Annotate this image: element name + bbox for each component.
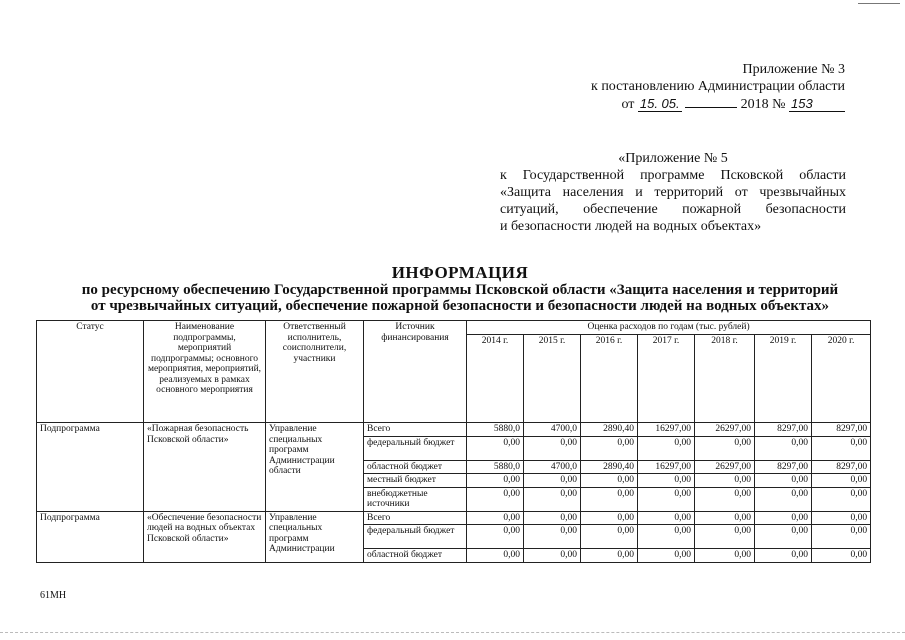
row-executor: Управление специальных программ Администрации области (266, 423, 364, 512)
annex-main-block (500, 150, 846, 235)
value-cell: 16297,00 (638, 423, 695, 437)
value-cell: 0,00 (638, 511, 695, 525)
value-cell: 0,00 (581, 487, 638, 511)
value-cell: 8297,00 (812, 460, 871, 474)
value-cell: 0,00 (467, 549, 524, 563)
value-cell: 0,00 (638, 474, 695, 488)
value-cell: 8297,00 (755, 423, 812, 437)
value-cell: 0,00 (638, 525, 695, 549)
value-cell: 5880,0 (467, 423, 524, 437)
value-cell: 0,00 (467, 436, 524, 460)
value-cell: 2890,40 (581, 460, 638, 474)
header-year: 2016 г. (581, 335, 638, 423)
value-cell: 0,00 (695, 549, 755, 563)
value-cell: 0,00 (467, 474, 524, 488)
value-cell: 2890,40 (581, 423, 638, 437)
value-cell: 0,00 (695, 436, 755, 460)
value-cell: 16297,00 (638, 460, 695, 474)
value-cell: 0,00 (524, 525, 581, 549)
row-source: внебюджетные источники (364, 487, 467, 511)
row-status: Подпрограмма (37, 423, 144, 512)
handwritten-number: 153 (789, 97, 845, 112)
value-cell: 0,00 (638, 487, 695, 511)
value-cell: 0,00 (524, 474, 581, 488)
row-source: Всего (364, 423, 467, 437)
value-cell: 0,00 (467, 511, 524, 525)
value-cell: 0,00 (581, 474, 638, 488)
value-cell: 0,00 (755, 436, 812, 460)
value-cell: 0,00 (755, 549, 812, 563)
annex-main-line: ситуаций, обеспечение пожарной безопасности (500, 202, 846, 217)
value-cell: 0,00 (695, 511, 755, 525)
value-cell: 0,00 (755, 487, 812, 511)
value-cell: 0,00 (638, 436, 695, 460)
value-cell: 0,00 (581, 436, 638, 460)
value-cell: 8297,00 (755, 460, 812, 474)
value-cell: 26297,00 (695, 460, 755, 474)
value-cell: 0,00 (467, 525, 524, 549)
row-executor: Управление специальных программ Администрации (266, 511, 364, 562)
value-cell: 0,00 (524, 436, 581, 460)
value-cell: 8297,00 (812, 423, 871, 437)
header-year: 2014 г. (467, 335, 524, 423)
year-label: 2018 № (740, 97, 786, 112)
value-cell: 0,00 (755, 474, 812, 488)
value-cell: 4700,0 (524, 460, 581, 474)
header-year: 2018 г. (695, 335, 755, 423)
value-cell: 0,00 (524, 511, 581, 525)
row-source: федеральный бюджет (364, 436, 467, 460)
heading-line: по ресурсному обеспечению Государственной программы Псковской области «Защита населения и территорий (81, 282, 839, 298)
value-cell: 0,00 (695, 487, 755, 511)
value-cell: 0,00 (524, 549, 581, 563)
value-cell: 0,00 (638, 549, 695, 563)
heading-line: от чрезвычайных ситуаций, обеспечение пожарной безопасности и безопасности людей на водных объектах» (90, 298, 830, 314)
value-cell: 0,00 (755, 511, 812, 525)
header-estimate: Оценка расходов по годам (тыс. рублей) (467, 321, 871, 335)
value-cell: 0,00 (812, 511, 871, 525)
row-name: «Пожарная безопасность Псковской области» (144, 423, 266, 512)
from-label: от (621, 97, 635, 112)
value-cell: 0,00 (581, 525, 638, 549)
scan-top-line (858, 3, 900, 4)
header-status: Статус (37, 321, 144, 423)
row-status: Подпрограмма (37, 511, 144, 562)
date-underline (685, 95, 737, 108)
value-cell: 0,00 (581, 549, 638, 563)
header-executor: Ответственный исполнитель, соисполнители, участники (266, 321, 364, 423)
annex-reference-title: Приложение № 3 (742, 62, 845, 77)
annex-reference-line: к постановлению Администрации области (591, 78, 845, 94)
annex-main-title: «Приложение № 5 (618, 151, 728, 166)
header-year: 2017 г. (638, 335, 695, 423)
resource-table (36, 320, 871, 563)
value-cell: 0,00 (581, 511, 638, 525)
value-cell: 0,00 (695, 525, 755, 549)
annex-reference-date-line (560, 95, 845, 114)
value-cell: 26297,00 (695, 423, 755, 437)
header-year: 2019 г. (755, 335, 812, 423)
row-source: областной бюджет (364, 549, 467, 563)
value-cell: 0,00 (812, 474, 871, 488)
row-name: «Обеспечение безопасности людей на водных объектах Псковской области» (144, 511, 266, 562)
header-year: 2015 г. (524, 335, 581, 423)
annex-main-line: и безопасности людей на водных объектах» (500, 219, 762, 234)
document-heading (60, 264, 860, 314)
scan-bottom-line (0, 632, 905, 633)
footer-code: 61МН (40, 590, 67, 601)
value-cell: 0,00 (755, 525, 812, 549)
value-cell: 0,00 (467, 487, 524, 511)
table-row (37, 511, 871, 525)
value-cell: 0,00 (812, 525, 871, 549)
value-cell: 0,00 (695, 474, 755, 488)
value-cell: 5880,0 (467, 460, 524, 474)
handwritten-date: 15. 05. (639, 96, 680, 111)
table-row (37, 423, 871, 437)
row-source: Всего (364, 511, 467, 525)
value-cell: 4700,0 (524, 423, 581, 437)
value-cell: 0,00 (812, 436, 871, 460)
heading-title: ИНФОРМАЦИЯ (391, 263, 529, 282)
value-cell: 0,00 (812, 549, 871, 563)
row-source: областной бюджет (364, 460, 467, 474)
annex-main-line: «Защита населения и территорий от чрезвычайных (500, 185, 846, 200)
value-cell: 0,00 (524, 487, 581, 511)
row-source: местный бюджет (364, 474, 467, 488)
value-cell: 0,00 (812, 487, 871, 511)
header-year: 2020 г. (812, 335, 871, 423)
header-source: Источник финансирования (364, 321, 467, 423)
annex-main-line: к Государственной программе Псковской области (500, 168, 846, 183)
header-name: Наименование подпрограммы, мероприятий подпрограммы; основного мероприятия, мероприятий, реализуемых в рамках основного мероприятия (144, 321, 266, 423)
row-source: федеральный бюджет (364, 525, 467, 549)
annex-reference-block (560, 62, 845, 114)
